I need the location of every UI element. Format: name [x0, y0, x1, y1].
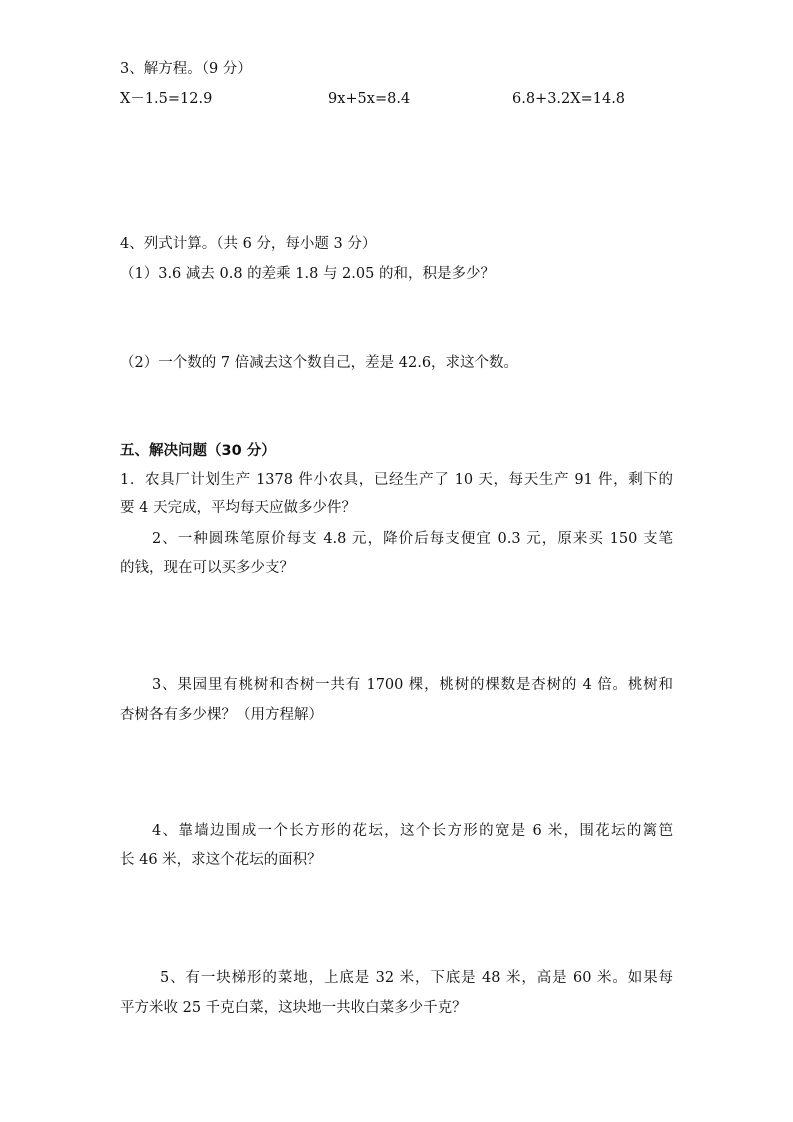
section-4-title: 4、列式计算。（共 6 分，每小题 3 分）	[120, 236, 377, 252]
equation-2: 9x+5x=8.4	[328, 91, 411, 107]
problem-5-line-1: 5、有一块梯形的菜地，上底是 32 米，下底是 48 米，高是 60 米。如果每	[160, 970, 673, 986]
section-4-question-1: （1）3.6 减去 0.8 的差乘 1.8 与 2.05 的和，积是多少？	[120, 266, 495, 282]
problem-1-line-1: 1．农具厂计划生产 1378 件小农具，已经生产了 10 天，每天生产 91 件，剩下的	[120, 472, 673, 488]
section-3-title: 3、解方程。（9 分）	[120, 61, 252, 77]
problem-2-line-1: 2、一种圆珠笔原价每支 4.8 元，降价后每支便宜 0.3 元，原来买 150 支笔	[152, 531, 673, 547]
problem-1-line-2: 要 4 天完成，平均每天应做多少件？	[120, 500, 356, 516]
problem-2-line-2: 的钱，现在可以买多少支？	[120, 560, 294, 576]
section-5-title: 五、解决问题（30 分）	[120, 443, 276, 459]
problem-4-line-2: 长 46 米，求这个花坛的面积？	[120, 852, 322, 868]
problem-3-line-1: 3、果园里有桃树和杏树一共有 1700 棵，桃树的棵数是杏树的 4 倍。桃树和	[152, 677, 673, 693]
section-4-question-2: （2）一个数的 7 倍减去这个数自己，差是 42.6，求这个数。	[120, 355, 519, 371]
equation-3: 6.8+3.2X=14.8	[512, 91, 626, 107]
problem-5-line-2: 平方米收 25 千克白菜，这块地一共收白菜多少千克？	[120, 1000, 467, 1016]
problem-3-line-2: 杏树各有多少棵？（用方程解）	[120, 707, 323, 723]
problem-4-line-1: 4、靠墙边围成一个长方形的花坛，这个长方形的宽是 6 米，围花坛的篱笆	[152, 823, 673, 839]
equation-1: X－1.5=12.9	[120, 91, 213, 107]
